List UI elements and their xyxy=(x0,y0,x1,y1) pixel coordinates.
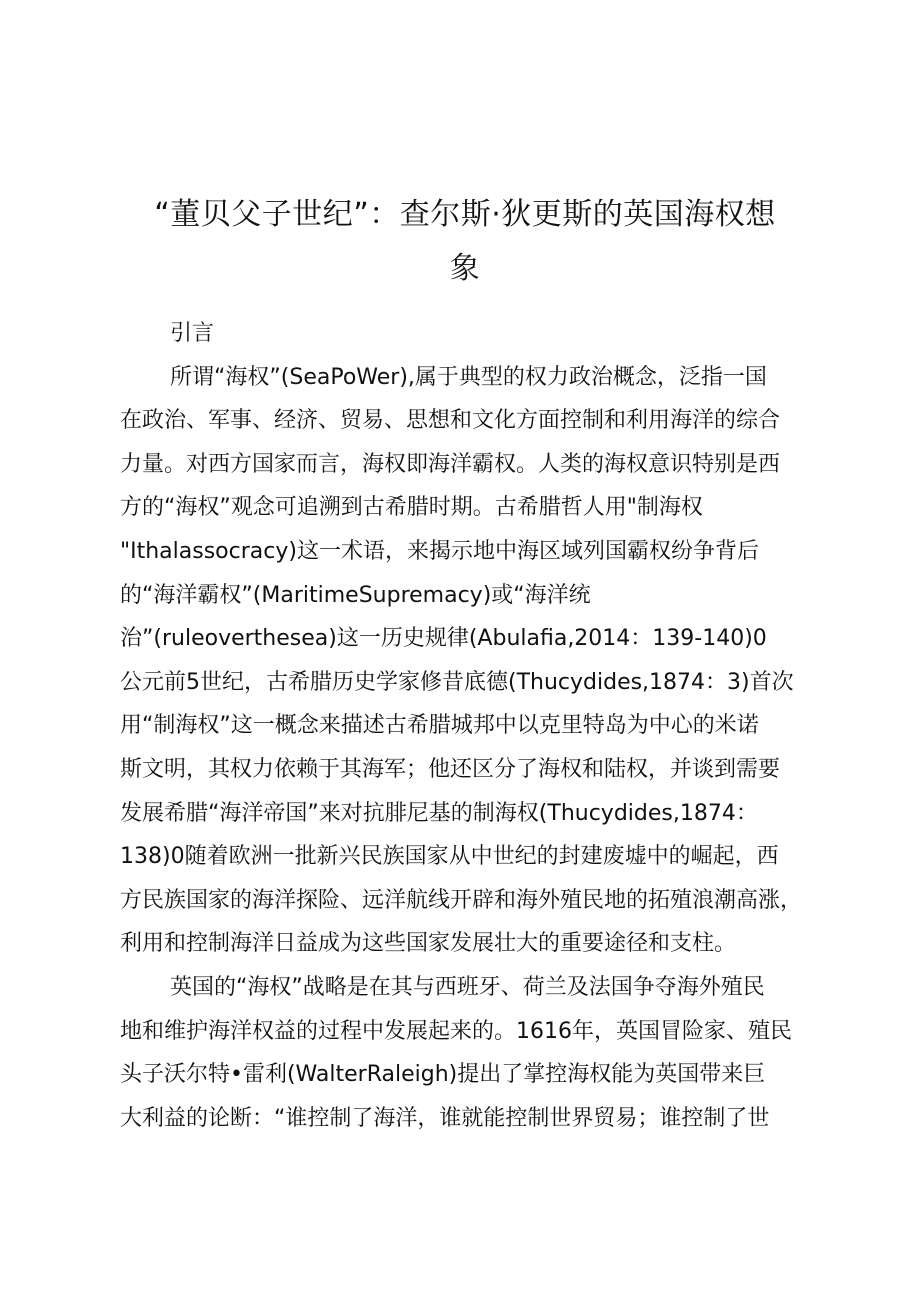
paragraph-line: 利用和控制海洋日益成为这些国家发展壮大的重要途径和支柱。 xyxy=(120,931,737,957)
paragraph-line: "Ithalassocracy)这一术语，来揭示地中海区域列国霸权纷争背后 xyxy=(120,538,759,564)
paragraph-line: 力量。对西方国家而言，海权即海洋霸权。人类的海权意识特别是西 xyxy=(120,451,781,477)
paragraph-line: 大利益的论断：“谁控制了海洋，谁就能控制世界贸易；谁控制了世 xyxy=(120,1105,770,1131)
paragraph-line: 的“海洋霸权”(MaritimeSupremacy)或“海洋统 xyxy=(120,582,591,608)
paragraph-line: 用“制海权”这一概念来描述古希腊城邦中以克里特岛为中心的米诺 xyxy=(120,713,759,739)
paragraph-line: 在政治、军事、经济、贸易、思想和文化方面控制和利用海洋的综合 xyxy=(120,408,781,434)
paragraph-1 xyxy=(120,356,820,966)
section-heading: 引言 xyxy=(170,321,215,346)
paragraph-line: 方的“海权”观念可追溯到古希腊时期。古希腊哲人用"制海权 xyxy=(120,495,703,521)
title-line: “董贝父子世纪”：查尔斯·狄更斯的英国海权想 xyxy=(154,197,776,233)
paragraph-line: 方民族国家的海洋探险、远洋航线开辟和海外殖民地的拓殖浪潮高涨， xyxy=(120,887,803,913)
paragraph-2 xyxy=(120,966,820,1140)
paragraph-line: 头子沃尔特•雷利(WalterRaleigh)提出了掌控海权能为英国带来巨 xyxy=(120,1062,766,1088)
paragraph-line: 英国的“海权”战略是在其与西班牙、荷兰及法国争夺海外殖民 xyxy=(170,974,765,1000)
paragraph-line: 地和维护海洋权益的过程中发展起来的。1616年，英国冒险家、殖民 xyxy=(120,1018,792,1044)
paragraph-line: 公元前5世纪，古希腊历史学家修昔底德(Thucydides,1874：3)首次 xyxy=(120,669,794,695)
document-title xyxy=(120,188,810,296)
paragraph-line: 发展希腊“海洋帝国”来对抗腓尼基的制海权(Thucydides,1874： xyxy=(120,800,758,826)
paragraph-line: 斯文明，其权力依赖于其海军；他还区分了海权和陆权，并谈到需要 xyxy=(120,756,781,782)
document-body xyxy=(120,312,820,1140)
paragraph-line: 138)0随着欧洲一批新兴民族国家从中世纪的封建废墟中的崛起，西 xyxy=(120,844,779,870)
paragraph-line: 治”(ruleoverthesea)这一历史规律(Abulafia,2014：139-140)0 xyxy=(120,626,767,652)
paragraph-line: 所谓“海权”(SeaPoWer),属于典型的权力政治概念，泛指一国 xyxy=(170,364,767,390)
title-line: 象 xyxy=(449,251,481,287)
